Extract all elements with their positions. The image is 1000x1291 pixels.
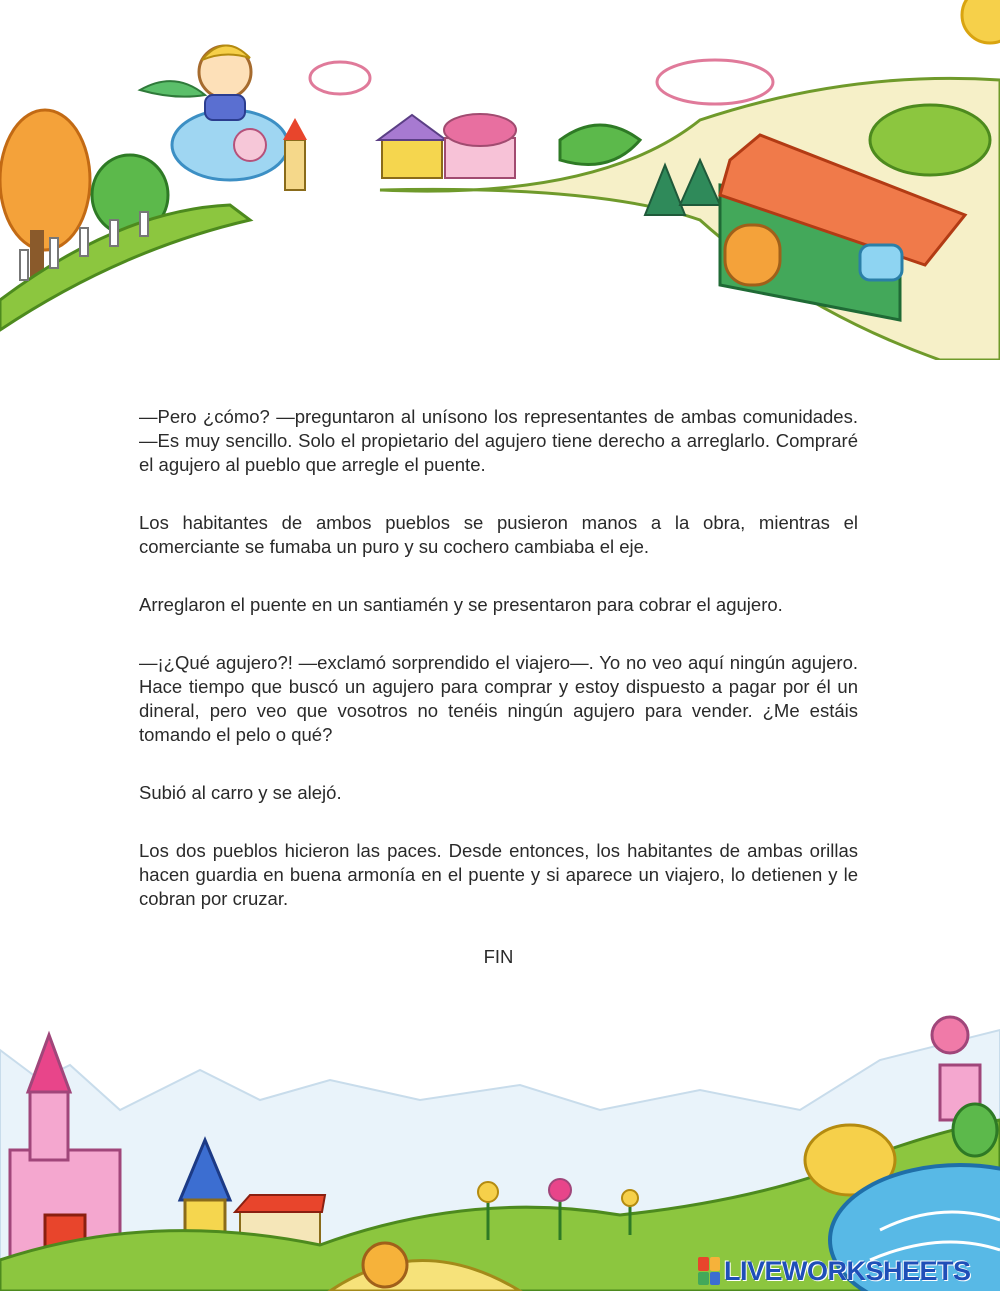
pink-cloud (310, 62, 370, 94)
green-cape (140, 81, 205, 97)
lion-face (363, 1243, 407, 1287)
paragraph: Los habitantes de ambos pueblos se pusieron manos a la obra, mientras el comerciante se fumaba un puro y su cochero cambiaba el eje. (139, 512, 858, 557)
paragraph: Los dos pueblos hicieron las paces. Desde entonces, los habitantes de ambas orillas hacen guardia en buena armonía en el puente y si aparece un viajero, lo detienen y le cobran por cruzar. (139, 840, 858, 909)
story-text (139, 405, 858, 1003)
orange-door (725, 225, 780, 285)
ending-text: FIN (483, 946, 514, 967)
paragraph: —Pero ¿cómo? —preguntaron al unísono los representantes de ambas comunidades. —Es muy sencillo. Solo el propietario del agujero tiene derecho a arreglarlo. Compraré el agujero al pueblo que arregle el puente. (139, 406, 858, 475)
yellow-house (382, 140, 442, 178)
liveworksheets-watermark (698, 1254, 971, 1288)
liveworksheets-logo-icon (698, 1257, 720, 1285)
top-illustration (0, 0, 1000, 360)
bottom-illustration (0, 1000, 1000, 1291)
house-window (860, 245, 902, 280)
castle-landscape-art (0, 1000, 1000, 1291)
paragraph: Arreglaron el puente en un santiamén y se presentaron para cobrar el agujero. (139, 594, 783, 615)
round-tree (560, 125, 640, 165)
sun (962, 0, 1000, 43)
village-hillside-art (0, 0, 1000, 360)
paragraph: Subió al carro y se alejó. (139, 782, 342, 803)
watermark-text: LIVEWORKSHEETS (724, 1255, 971, 1286)
paragraph: —¡¿Qué agujero?! —exclamó sorprendido el viajero—. Yo no veo aquí ningún agujero. Hace tiempo que buscó un agujero para comprar y estoy dispuesto a pagar por él un dineral, pero veo que vosotros no tenéis ningún agujero para vender. ¿Me estáis tomando el pelo o qué? (139, 652, 858, 745)
orange-tree (0, 110, 90, 250)
